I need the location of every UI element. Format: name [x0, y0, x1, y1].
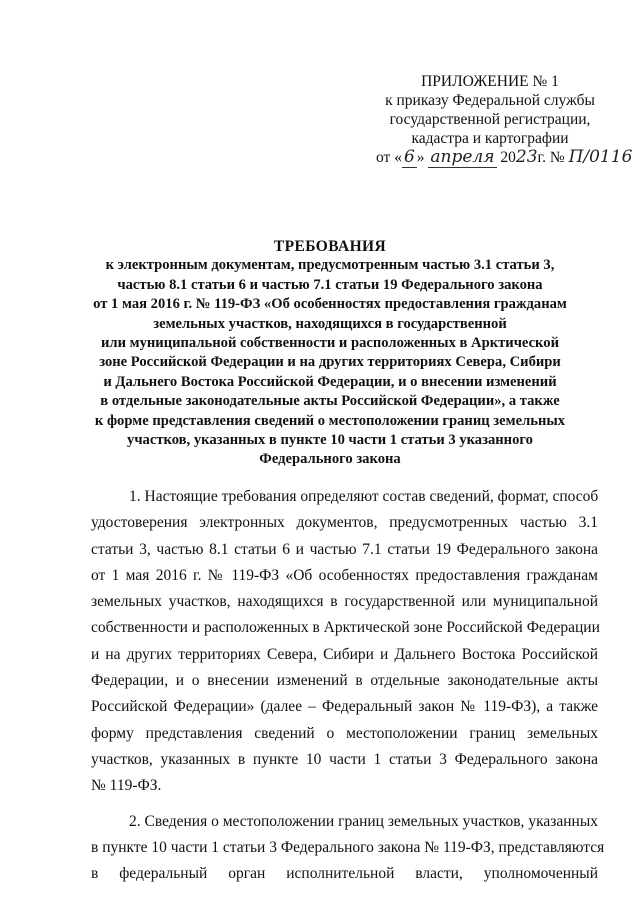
appendix-date-line [376, 147, 633, 167]
text-line: форму представления сведений о местоположении границ земельных [91, 724, 598, 742]
title-line: и Дальнего Востока Российской Федерации, и о внесении изменений [103, 373, 557, 390]
title-line: Федерального закона [259, 451, 401, 468]
text-line: земельных участков, находящихся в государственной или муниципальной [91, 593, 598, 611]
text-line: Российской Федерации» (далее – Федеральный закон № 119-ФЗ), а также [91, 698, 598, 716]
date-year-suffix: г. № [537, 149, 569, 166]
requirements-title [90, 237, 570, 470]
title-line: участков, указанных в пункте 10 части 1 статьи 3 указанного [127, 432, 533, 449]
text-line: 1. Настоящие требования определяют состав сведений, формат, способ [129, 488, 599, 505]
paragraph-2 [91, 809, 605, 888]
appendix-title: ПРИЛОЖЕНИЕ № 1 [421, 73, 559, 90]
text-line: в федеральный орган исполнительной власти, уполномоченный [91, 865, 598, 883]
title-line: зоне Российской Федерации и на других территориях Севера, Сибири [99, 354, 561, 371]
date-mid: » [416, 149, 429, 166]
appendix-block [360, 72, 633, 167]
text-line: собственности и расположенных в Арктической зоне Российской Федерации [91, 619, 600, 637]
title-line: в отдельные законодательные акты Российской Федерации», а также [100, 393, 560, 410]
date-prefix: от « [376, 149, 402, 166]
title-line: к форме представления сведений о местоположении границ земельных [94, 412, 566, 429]
title-line: от 1 мая 2016 г. № 119-ФЗ «Об особенностях предоставления гражданам [93, 296, 567, 313]
text-line: участков, указанных в пункте 10 части 1 статьи 3 Федерального закона [91, 750, 598, 768]
appendix-line-cadastre: кадастра и картографии [411, 130, 569, 147]
text-line: Федерации, и о внесении изменений в отдельные законодательные акты [91, 672, 598, 690]
handwritten-year: 23 [515, 147, 538, 167]
handwritten-order-number: П/0116 [568, 147, 633, 167]
text-line: статьи 3, частью 8.1 статьи 6 и частью 7.1 статьи 19 Федерального закона [91, 540, 598, 558]
text-line: 2. Сведения о местоположении границ земельных участков, указанных [129, 812, 598, 830]
title-line: частью 8.1 статьи 6 и частью 7.1 статьи 19 Федерального закона [117, 276, 543, 293]
title-line: или муниципальной собственности и расположенных в Арктической [101, 335, 559, 352]
title-line: земельных участков, находящихся в государственной [153, 315, 507, 332]
appendix-line-order: к приказу Федеральной службы [385, 92, 595, 109]
text-line: удостоверения электронных документов, предусмотренных частью 3.1 [91, 514, 598, 532]
text-line: и на других территориях Севера, Сибири и Дальнего Востока Российской [91, 645, 598, 663]
text-line: в пункте 10 части 1 статьи 3 Федерального закона № 119-ФЗ, представляются [91, 838, 605, 856]
title-heading: ТРЕБОВАНИЯ [273, 238, 387, 255]
appendix-line-registration: государственной регистрации, [389, 111, 591, 128]
title-line: к электронным документам, предусмотренным частью 3.1 статьи 3, [105, 257, 555, 274]
text-line: от 1 мая 2016 г. № 119-ФЗ «Об особенностях предоставления гражданам [91, 566, 598, 584]
document-body [91, 484, 605, 887]
handwritten-day: 6 [403, 147, 415, 167]
paragraph-1 [91, 484, 598, 800]
text-line: № 119-ФЗ. [91, 777, 162, 795]
date-year-prefix: 20 [496, 149, 516, 166]
handwritten-month: апреля [430, 147, 495, 167]
